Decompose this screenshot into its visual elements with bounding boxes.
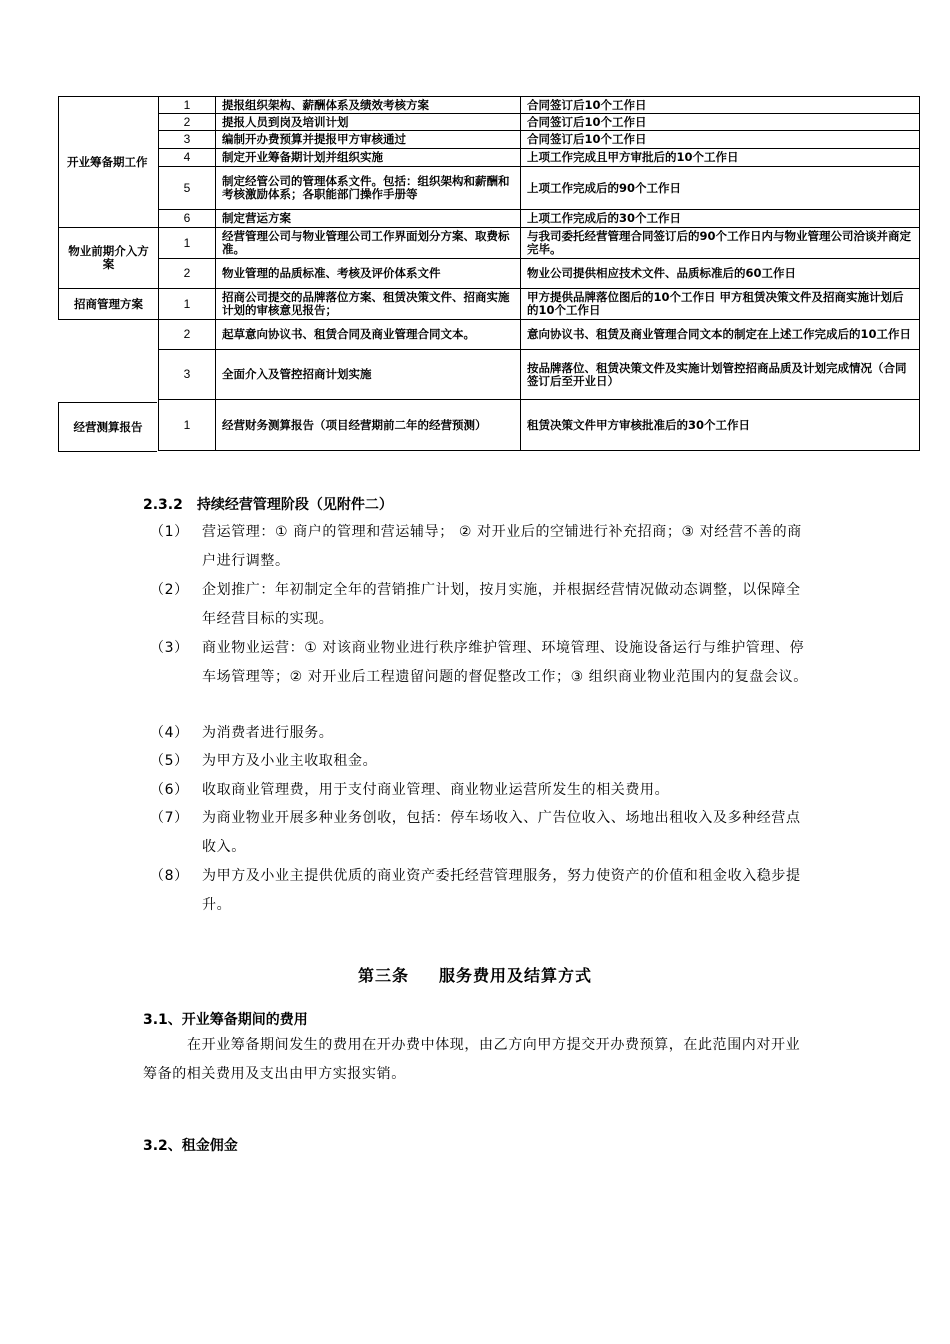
section-heading-2-3-2: 2.3.2 持续经营管理阶段（见附件二） — [143, 497, 393, 513]
item-number: （2） — [150, 582, 189, 598]
table-row — [59, 114, 920, 131]
article-title — [0, 963, 950, 986]
list-item — [150, 518, 815, 576]
row-number: 1 — [159, 97, 216, 114]
task-cell: 制定经管公司的管理体系文件。包括：组织架构和薪酬和考核激励体系；各职能部门操作手册等 — [216, 167, 521, 210]
item-text: 为商业物业开展多种业务创收，包括：停车场收入、广告位收入、场地出租收入及多种经营点收入。 — [202, 810, 801, 855]
table-row — [59, 259, 920, 289]
table-row — [59, 210, 920, 228]
deadline-cell: 上项工作完成且甲方审批后的10个工作日 — [521, 149, 920, 167]
item-number: （4） — [150, 725, 189, 741]
table-row — [59, 149, 920, 167]
task-cell: 经营管理公司与物业管理公司工作界面划分方案、取费标准。 — [216, 228, 521, 259]
deadline-cell: 合同签订后10个工作日 — [521, 114, 920, 131]
table-row — [59, 167, 920, 210]
deadline-cell: 甲方提供品牌落位图后的10个工作日 甲方租赁决策文件及招商实施计划后的10个工作日 — [521, 289, 920, 320]
row-number: 3 — [159, 350, 216, 400]
row-number: 6 — [159, 210, 216, 228]
deadline-cell: 合同签订后10个工作日 — [521, 131, 920, 149]
table-row — [59, 228, 920, 259]
item-text: 为消费者进行服务。 — [202, 725, 334, 741]
list-item — [150, 862, 815, 920]
phase-cell: 开业筹备期工作 — [59, 97, 159, 228]
list-item — [150, 804, 815, 862]
task-cell: 经营财务测算报告（项目经营期前二年的经营预测） — [216, 400, 521, 451]
item-text: 营运管理：① 商户的管理和营运辅导； ② 对开业后的空铺进行补充招商；③ 对经营不善的商户进行调整。 — [202, 524, 802, 569]
item-number: （6） — [150, 782, 189, 798]
list-item — [150, 747, 815, 776]
deadline-cell: 租赁决策文件甲方审核批准后的30个工作日 — [521, 400, 920, 451]
article-label: 第三条 — [357, 966, 409, 985]
deadline-cell: 上项工作完成后的90个工作日 — [521, 167, 920, 210]
list-item — [150, 634, 815, 692]
task-cell: 制定营运方案 — [216, 210, 521, 228]
article-name: 服务费用及结算方式 — [439, 966, 593, 985]
row-number: 4 — [159, 149, 216, 167]
row-number: 2 — [159, 114, 216, 131]
list-item — [150, 576, 815, 634]
item-number: （3） — [150, 640, 189, 656]
task-cell: 编制开办费预算并提报甲方审核通过 — [216, 131, 521, 149]
task-cell: 招商公司提交的品牌落位方案、租赁决策文件、招商实施计划的审核意见报告； — [216, 289, 521, 320]
item-number: （7） — [150, 810, 189, 826]
item-text: 为甲方及小业主提供优质的商业资产委托经营管理服务，努力使资产的价值和租金收入稳步提升。 — [202, 868, 801, 913]
table-row — [59, 400, 920, 451]
table-row — [59, 131, 920, 149]
deadline-cell: 与我司委托经营管理合同签订后的90个工作日内与物业管理公司洽谈并商定完毕。 — [521, 228, 920, 259]
row-number: 1 — [159, 289, 216, 320]
task-cell: 起草意向协议书、租赁合同及商业管理合同文本。 — [216, 320, 521, 350]
list-item — [150, 719, 815, 748]
item-text: 企划推广：年初制定全年的营销推广计划，按月实施，并根据经营情况做动态调整，以保障全年经营目标的实现。 — [202, 582, 801, 627]
item-text: 商业物业运营：① 对该商业物业进行秩序维护管理、环境管理、设施设备运行与维护管理、停车场管理等；② 对开业后工程遗留问题的督促整改工作；③ 组织商业物业范围内的复盘会议。 — [202, 640, 808, 685]
deadline-cell: 意向协议书、租赁及商业管理合同文本的制定在上述工作完成后的10工作日 — [521, 320, 920, 350]
section-heading-3-1: 3.1、开业筹备期间的费用 — [143, 1012, 308, 1028]
row-number: 3 — [159, 131, 216, 149]
row-number: 1 — [159, 400, 216, 451]
phase-cell: 物业前期介入方案 — [59, 228, 159, 289]
schedule-table — [58, 96, 920, 451]
section-3-1-body: 在开业筹备期间发生的费用在开办费中体现，由乙方向甲方提交开办费预算，在此范围内对开业筹备的相关费用及支出由甲方实报实销。 — [143, 1037, 801, 1082]
task-cell: 全面介入及管控招商计划实施 — [216, 350, 521, 400]
row-number: 1 — [159, 228, 216, 259]
item-text: 为甲方及小业主收取租金。 — [202, 753, 378, 769]
deadline-cell: 合同签订后10个工作日 — [521, 97, 920, 114]
deadline-cell: 按品牌落位、租赁决策文件及实施计划管控招商品质及计划完成情况（合同签订后至开业日） — [521, 350, 920, 400]
deadline-cell: 上项工作完成后的30个工作日 — [521, 210, 920, 228]
list-item — [150, 776, 815, 805]
deadline-cell: 物业公司提供相应技术文件、品质标准后的60工作日 — [521, 259, 920, 289]
task-cell: 提报人员到岗及培训计划 — [216, 114, 521, 131]
task-cell: 制定开业筹备期计划并组织实施 — [216, 149, 521, 167]
table-row — [59, 350, 920, 400]
phase-cell-last — [58, 402, 157, 452]
table-row — [59, 289, 920, 320]
row-number: 5 — [159, 167, 216, 210]
item-number: （5） — [150, 753, 189, 769]
phase-cell: 招商管理方案 — [59, 289, 159, 320]
row-number: 2 — [159, 320, 216, 350]
table-row — [59, 320, 920, 350]
table-row — [59, 97, 920, 114]
phase-label: 经营测算报告 — [73, 419, 143, 434]
task-cell: 物业管理的品质标准、考核及评价体系文件 — [216, 259, 521, 289]
item-text: 收取商业管理费，用于支付商业管理、商业物业运营所发生的相关费用。 — [202, 782, 670, 798]
section-heading-3-2: 3.2、租金佣金 — [143, 1138, 238, 1154]
row-number: 2 — [159, 259, 216, 289]
task-cell: 提报组织架构、薪酬体系及绩效考核方案 — [216, 97, 521, 114]
item-number: （8） — [150, 868, 189, 884]
item-number: （1） — [150, 524, 189, 540]
